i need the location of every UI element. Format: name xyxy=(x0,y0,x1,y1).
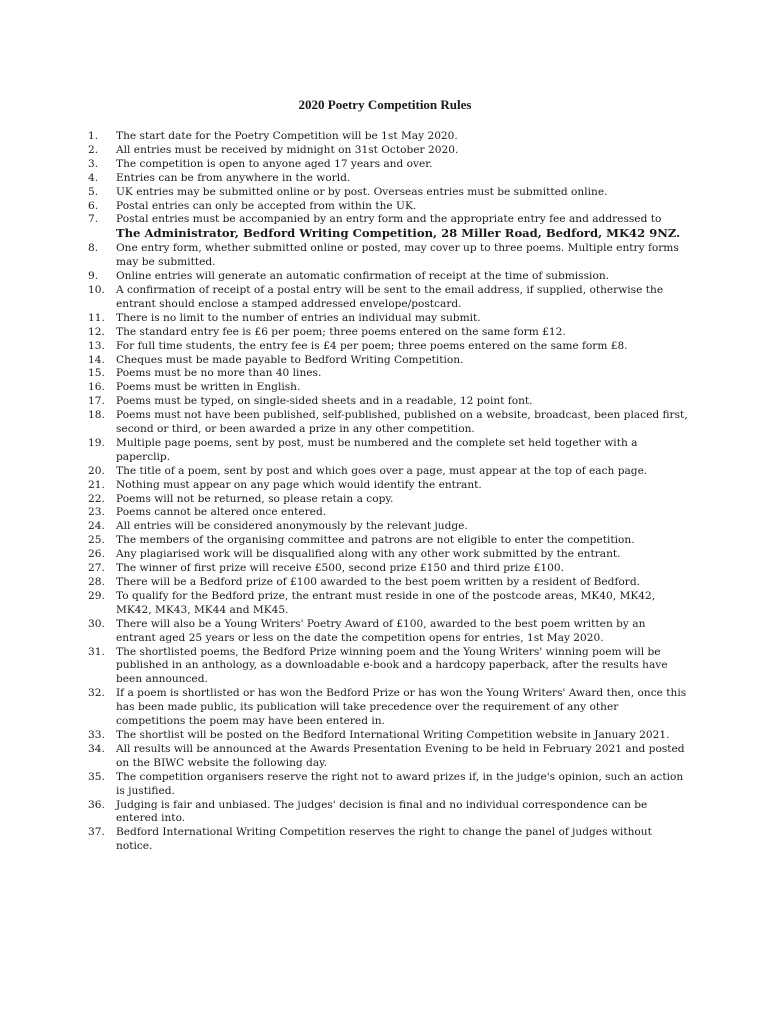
rule-item xyxy=(88,548,688,562)
rule-text: All results will be announced at the Awards Presentation Evening to be held in February 2021 and posted on the BIWC website the following day. xyxy=(116,742,685,769)
rule-number: 33. xyxy=(88,728,105,741)
rule-text: UK entries may be submitted online or by post. Overseas entries must be submitted online. xyxy=(116,185,608,198)
rule-number: 5. xyxy=(88,185,99,198)
rule-number: 24. xyxy=(88,520,105,533)
page-title: 2020 Poetry Competition Rules xyxy=(298,97,472,112)
rule-item xyxy=(88,506,688,520)
rule-number: 37. xyxy=(88,826,105,839)
rule-item xyxy=(88,354,688,368)
rule-text: The competition is open to anyone aged 17 years and over. xyxy=(116,157,433,170)
rule-item xyxy=(88,213,688,242)
rule-number: 23. xyxy=(88,506,105,519)
rule-number: 26. xyxy=(88,548,105,561)
rule-text: One entry form, whether submitted online or posted, may cover up to three poems. Multiple entry forms may be submitted. xyxy=(116,242,679,269)
rule-item xyxy=(88,326,688,340)
rule-item xyxy=(88,144,688,158)
rule-text: The members of the organising committee and patrons are not eligible to enter the competition. xyxy=(116,534,635,547)
rule-text: Any plagiarised work will be disqualified along with any other work submitted by the entrant. xyxy=(116,548,621,561)
rule-text: Online entries will generate an automatic confirmation of receipt at the time of submission. xyxy=(116,270,610,283)
rule-item xyxy=(88,479,688,493)
rule-number: 20. xyxy=(88,464,105,477)
rule-number: 17. xyxy=(88,395,105,408)
rule-number: 29. xyxy=(88,589,105,602)
rule-item xyxy=(88,340,688,354)
rule-number: 14. xyxy=(88,353,105,366)
rule-item xyxy=(88,242,688,270)
rule-item xyxy=(88,743,688,771)
rule-item xyxy=(88,826,688,854)
rule-item xyxy=(88,270,688,284)
rule-text: Nothing must appear on any page which would identify the entrant. xyxy=(116,478,482,491)
rule-text: A confirmation of receipt of a postal entry will be sent to the email address, if supplied, otherwise the entrant should enclose a stamped addressed envelope/postcard. xyxy=(116,283,664,310)
rule-item xyxy=(88,158,688,172)
rule-number: 27. xyxy=(88,562,105,575)
rule-number: 8. xyxy=(88,242,99,255)
rule-text: The shortlisted poems, the Bedford Prize winning poem and the Young Writers' winning poem will be published in an anthology, as a downloadable e-book and a hardcopy paperback, after the results have been announced. xyxy=(116,645,668,686)
rule-item xyxy=(88,465,688,479)
rule-text: The standard entry fee is £6 per poem; three poems entered on the same form £12. xyxy=(116,325,566,338)
rule-text: For full time students, the entry fee is £4 per poem; three poems entered on the same form £8. xyxy=(116,339,628,352)
rule-text: The shortlist will be posted on the Bedford International Writing Competition website in January 2021. xyxy=(116,728,670,741)
rule-item xyxy=(88,562,688,576)
rule-text: The title of a poem, sent by post and which goes over a page, must appear at the top of each page. xyxy=(116,464,648,477)
rule-number: 30. xyxy=(88,617,105,630)
rule-number: 11. xyxy=(88,311,105,324)
rule-text: Poems must be no more than 40 lines. xyxy=(116,367,322,380)
rule-item xyxy=(88,646,688,688)
rule-item xyxy=(88,618,688,646)
rule-number: 16. xyxy=(88,381,105,394)
rule-text: Poems must be typed, on single-sided sheets and in a readable, 12 point font. xyxy=(116,395,533,408)
rule-text: Multiple page poems, sent by post, must be numbered and the complete set held together with a paperclip. xyxy=(116,436,638,463)
rule-number: 13. xyxy=(88,339,105,352)
rule-text: The competition organisers reserve the right not to award prizes if, in the judge's opinion, such an action is justified. xyxy=(116,770,684,797)
rule-text: Postal entries must be accompanied by an entry form and the appropriate entry fee and addressed to xyxy=(116,213,662,226)
rule-item xyxy=(88,771,688,799)
rule-number: 25. xyxy=(88,534,105,547)
rule-number: 3. xyxy=(88,157,99,170)
rule-text: If a poem is shortlisted or has won the Bedford Prize or has won the Young Writers' Award then, once this has been made public, its publication will take precedence over the requirement of any other competitions the poem may have been entered in. xyxy=(116,687,687,728)
rule-number: 10. xyxy=(88,283,105,296)
rule-item xyxy=(88,437,688,465)
rule-text: To qualify for the Bedford prize, the entrant must reside in one of the postcode areas, MK40, MK42, MK42, MK43, MK44 and MK45. xyxy=(116,589,656,616)
rule-number: 1. xyxy=(88,130,99,142)
rule-text: Poems will not be returned, so please retain a copy. xyxy=(116,492,394,505)
rule-number: 18. xyxy=(88,409,105,422)
rule-item xyxy=(88,186,688,200)
rule-text: Poems must be written in English. xyxy=(116,381,301,394)
rule-text: Poems cannot be altered once entered. xyxy=(116,506,327,519)
rule-text: There will be a Bedford prize of £100 awarded to the best poem written by a resident of Bedford. xyxy=(116,576,640,588)
rule-number: 22. xyxy=(88,492,105,505)
rule-item xyxy=(88,130,688,144)
rule-text: The start date for the Poetry Competition will be 1st May 2020. xyxy=(116,130,458,142)
rule-text: All entries must be received by midnight on 31st October 2020. xyxy=(116,143,459,156)
rule-item xyxy=(88,381,688,395)
rule-item xyxy=(88,799,688,827)
rule-item xyxy=(88,312,688,326)
rule-item xyxy=(88,367,688,381)
rule-item xyxy=(88,172,688,186)
rule-address: The Administrator, Bedford Writing Competition, 28 Miller Road, Bedford, MK42 9NZ. xyxy=(116,226,681,241)
rule-number: 2. xyxy=(88,143,99,156)
rule-number: 32. xyxy=(88,687,105,700)
rule-item xyxy=(88,493,688,507)
rule-text: All entries will be considered anonymously by the relevant judge. xyxy=(116,520,468,533)
rule-number: 35. xyxy=(88,770,105,783)
rule-number: 4. xyxy=(88,171,99,184)
rule-text: Cheques must be made payable to Bedford Writing Competition. xyxy=(116,353,464,366)
rule-text: Bedford International Writing Competition reserves the right to change the panel of judges without notice. xyxy=(116,826,652,853)
rule-text: Entries can be from anywhere in the world. xyxy=(116,171,351,184)
rule-item xyxy=(88,576,688,590)
rule-text: Postal entries can only be accepted from within the UK. xyxy=(116,199,417,212)
rule-number: 15. xyxy=(88,367,105,380)
rule-number: 34. xyxy=(88,742,105,755)
rule-number: 21. xyxy=(88,478,105,491)
rule-item xyxy=(88,520,688,534)
rule-item xyxy=(88,687,688,729)
rule-number: 28. xyxy=(88,576,105,588)
rule-number: 31. xyxy=(88,645,105,658)
rule-number: 36. xyxy=(88,798,105,811)
rule-item xyxy=(88,590,688,618)
rule-number: 12. xyxy=(88,325,105,338)
rules-list xyxy=(88,130,688,854)
rule-item xyxy=(88,284,688,312)
rule-item xyxy=(88,200,688,214)
rule-number: 7. xyxy=(88,213,99,226)
rule-text: The winner of first prize will receive £500, second prize £150 and third prize £100. xyxy=(116,562,564,575)
rule-number: 9. xyxy=(88,270,99,283)
rule-text: There will also be a Young Writers' Poetry Award of £100, awarded to the best poem written by an entrant aged 25 years or less on the date the competition opens for entries, 1st May 2020. xyxy=(116,617,646,644)
rule-text: There is no limit to the number of entries an individual may submit. xyxy=(116,311,481,324)
rule-number: 19. xyxy=(88,436,105,449)
rule-number: 6. xyxy=(88,199,99,212)
rule-text: Poems must not have been published, self-published, published on a website, broadcast, been placed first, second or third, or been awarded a prize in any other competition. xyxy=(116,409,688,436)
rule-text: Judging is fair and unbiased. The judges' decision is final and no individual correspondence can be entered into. xyxy=(116,798,648,825)
rule-item xyxy=(88,409,688,437)
rule-item xyxy=(88,729,688,743)
rule-item xyxy=(88,534,688,548)
rule-item xyxy=(88,395,688,409)
